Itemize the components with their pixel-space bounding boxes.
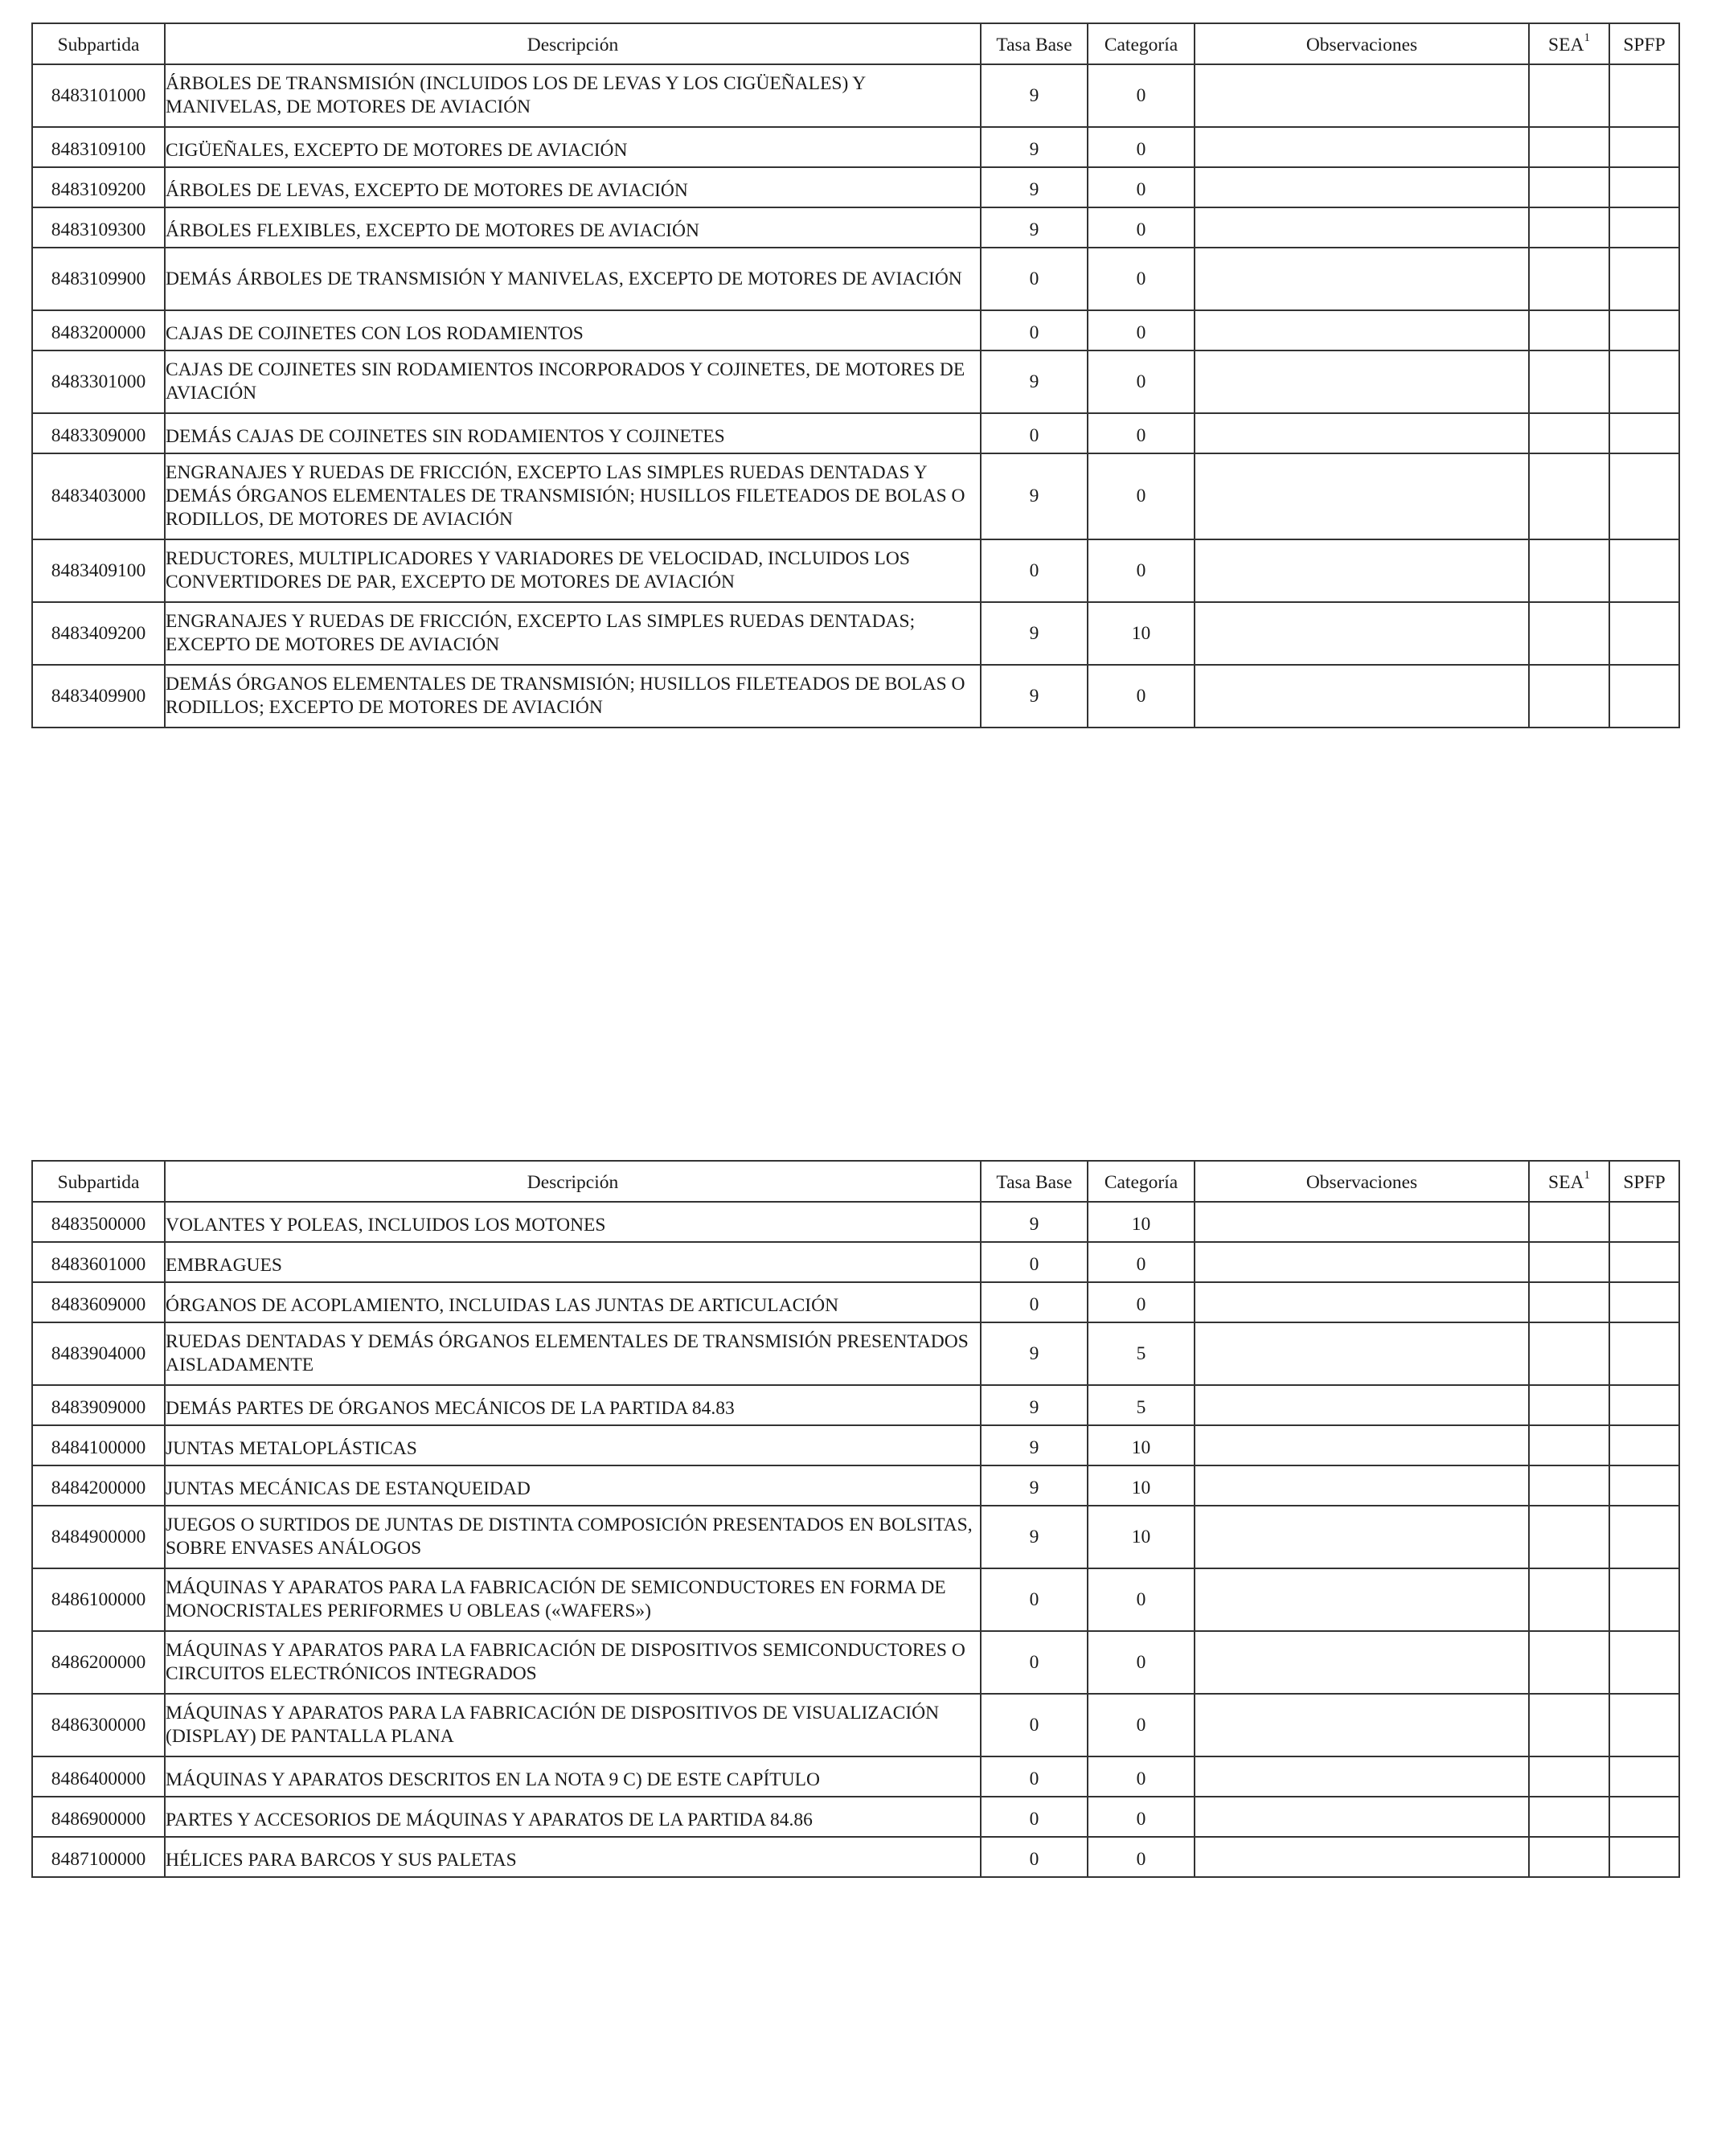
subpartida-cell: 8483409100 (32, 539, 165, 602)
subpartida-cell: 8483200000 (32, 310, 165, 350)
categoria-cell: 0 (1088, 1242, 1195, 1282)
spfp-cell (1609, 1837, 1679, 1877)
sea-cell (1529, 1756, 1609, 1797)
subpartida-cell: 8486200000 (32, 1631, 165, 1694)
tasa-base-cell: 9 (981, 64, 1088, 127)
sea-footnote-marker: 1 (1584, 1169, 1590, 1183)
categoria-cell: 5 (1088, 1385, 1195, 1425)
observaciones-cell (1195, 1631, 1529, 1694)
spfp-cell (1609, 1631, 1679, 1694)
table-row (32, 64, 1679, 127)
observaciones-cell (1195, 1506, 1529, 1568)
categoria-cell: 0 (1088, 1631, 1195, 1694)
observaciones-cell (1195, 1568, 1529, 1631)
categoria-cell: 0 (1088, 1797, 1195, 1837)
sea-cell (1529, 1506, 1609, 1568)
observaciones-cell (1195, 1465, 1529, 1506)
sea-cell (1529, 64, 1609, 127)
subpartida-cell: 8483109200 (32, 167, 165, 207)
observaciones-cell (1195, 248, 1529, 310)
sea-cell (1529, 350, 1609, 413)
observaciones-cell (1195, 665, 1529, 728)
sea-cell (1529, 167, 1609, 207)
subpartida-cell: 8487100000 (32, 1837, 165, 1877)
tasa-base-cell: 9 (981, 127, 1088, 167)
col-header-spfp: SPFP (1609, 1161, 1679, 1202)
tasa-base-cell: 9 (981, 1385, 1088, 1425)
table-row (32, 453, 1679, 539)
categoria-cell: 10 (1088, 1465, 1195, 1506)
tariff-table-2 (31, 1160, 1680, 1878)
sea-cell (1529, 539, 1609, 602)
spfp-cell (1609, 207, 1679, 248)
spfp-cell (1609, 1694, 1679, 1756)
subpartida-cell: 8483409900 (32, 665, 165, 728)
tasa-base-cell: 0 (981, 1694, 1088, 1756)
spfp-cell (1609, 1797, 1679, 1837)
observaciones-cell (1195, 1242, 1529, 1282)
subpartida-cell: 8486900000 (32, 1797, 165, 1837)
spfp-cell (1609, 1385, 1679, 1425)
col-header-descripcion: Descripción (165, 23, 981, 64)
subpartida-cell: 8483109900 (32, 248, 165, 310)
spfp-cell (1609, 1465, 1679, 1506)
col-header-categoria: Categoría (1088, 1161, 1195, 1202)
tasa-base-cell: 9 (981, 1202, 1088, 1242)
table-row (32, 1631, 1679, 1694)
observaciones-cell (1195, 1837, 1529, 1877)
descripcion-cell: CIGÜEÑALES, EXCEPTO DE MOTORES DE AVIACIÓN (165, 127, 981, 167)
spfp-cell (1609, 602, 1679, 665)
descripcion-cell: CAJAS DE COJINETES SIN RODAMIENTOS INCORPORADOS Y COJINETES, DE MOTORES DE AVIACIÓN (165, 350, 981, 413)
descripcion-cell: EMBRAGUES (165, 1242, 981, 1282)
descripcion-cell: CAJAS DE COJINETES CON LOS RODAMIENTOS (165, 310, 981, 350)
col-header-observaciones: Observaciones (1195, 23, 1529, 64)
descripcion-cell: ENGRANAJES Y RUEDAS DE FRICCIÓN, EXCEPTO LAS SIMPLES RUEDAS DENTADAS Y DEMÁS ÓRGANOS ELEMENTALES DE TRANSMISIÓN; HUSILLOS FILETEADOS DE BOLAS O RODILLOS, DE MOTORES DE AVIACIÓN (165, 453, 981, 539)
table-row (32, 310, 1679, 350)
tasa-base-cell: 0 (981, 1797, 1088, 1837)
sea-cell (1529, 1568, 1609, 1631)
descripcion-cell: ENGRANAJES Y RUEDAS DE FRICCIÓN, EXCEPTO LAS SIMPLES RUEDAS DENTADAS; EXCEPTO DE MOTORES DE AVIACIÓN (165, 602, 981, 665)
table-row (32, 1465, 1679, 1506)
spfp-cell (1609, 1568, 1679, 1631)
tasa-base-cell: 0 (981, 1837, 1088, 1877)
observaciones-cell (1195, 350, 1529, 413)
spfp-cell (1609, 64, 1679, 127)
categoria-cell: 0 (1088, 539, 1195, 602)
categoria-cell: 5 (1088, 1322, 1195, 1385)
categoria-cell: 0 (1088, 248, 1195, 310)
descripcion-cell: MÁQUINAS Y APARATOS PARA LA FABRICACIÓN DE DISPOSITIVOS DE VISUALIZACIÓN (DISPLAY) DE PANTALLA PLANA (165, 1694, 981, 1756)
observaciones-cell (1195, 1202, 1529, 1242)
table-row (32, 350, 1679, 413)
tariff-table-1 (31, 23, 1680, 728)
observaciones-cell (1195, 1425, 1529, 1465)
col-header-tasa-base: Tasa Base (981, 23, 1088, 64)
subpartida-cell: 8483109300 (32, 207, 165, 248)
descripcion-cell: DEMÁS PARTES DE ÓRGANOS MECÁNICOS DE LA PARTIDA 84.83 (165, 1385, 981, 1425)
observaciones-cell (1195, 207, 1529, 248)
categoria-cell: 10 (1088, 602, 1195, 665)
spfp-cell (1609, 248, 1679, 310)
tasa-base-cell: 0 (981, 413, 1088, 453)
categoria-cell: 0 (1088, 413, 1195, 453)
observaciones-cell (1195, 539, 1529, 602)
tasa-base-cell: 9 (981, 207, 1088, 248)
spfp-cell (1609, 1425, 1679, 1465)
descripcion-cell: JUNTAS METALOPLÁSTICAS (165, 1425, 981, 1465)
tasa-base-cell: 9 (981, 1322, 1088, 1385)
spfp-cell (1609, 1242, 1679, 1282)
table-row (32, 1797, 1679, 1837)
tasa-base-cell: 0 (981, 310, 1088, 350)
observaciones-cell (1195, 167, 1529, 207)
sea-cell (1529, 1694, 1609, 1756)
table-row (32, 1242, 1679, 1282)
spfp-cell (1609, 310, 1679, 350)
categoria-cell: 0 (1088, 1756, 1195, 1797)
descripcion-cell: VOLANTES Y POLEAS, INCLUIDOS LOS MOTONES (165, 1202, 981, 1242)
subpartida-cell: 8483909000 (32, 1385, 165, 1425)
observaciones-cell (1195, 1385, 1529, 1425)
table-row (32, 1282, 1679, 1322)
tasa-base-cell: 9 (981, 1506, 1088, 1568)
sea-cell (1529, 1837, 1609, 1877)
table-row (32, 248, 1679, 310)
table-row (32, 665, 1679, 728)
col-header-categoria: Categoría (1088, 23, 1195, 64)
col-header-sea (1529, 23, 1609, 64)
table-row (32, 1837, 1679, 1877)
descripcion-cell: MÁQUINAS Y APARATOS PARA LA FABRICACIÓN DE SEMICONDUCTORES EN FORMA DE MONOCRISTALES PERIFORMES U OBLEAS («WAFERS») (165, 1568, 981, 1631)
subpartida-cell: 8483500000 (32, 1202, 165, 1242)
sea-cell (1529, 413, 1609, 453)
descripcion-cell: DEMÁS CAJAS DE COJINETES SIN RODAMIENTOS Y COJINETES (165, 413, 981, 453)
spfp-cell (1609, 539, 1679, 602)
tasa-base-cell: 0 (981, 539, 1088, 602)
tasa-base-cell: 0 (981, 1568, 1088, 1631)
observaciones-cell (1195, 127, 1529, 167)
categoria-cell: 0 (1088, 310, 1195, 350)
col-header-tasa-base: Tasa Base (981, 1161, 1088, 1202)
spfp-cell (1609, 1202, 1679, 1242)
tasa-base-cell: 9 (981, 602, 1088, 665)
subpartida-cell: 8483309000 (32, 413, 165, 453)
spfp-cell (1609, 127, 1679, 167)
col-header-descripcion: Descripción (165, 1161, 981, 1202)
table-row (32, 127, 1679, 167)
tasa-base-cell: 9 (981, 453, 1088, 539)
table-row (32, 602, 1679, 665)
sea-cell (1529, 248, 1609, 310)
col-header-sea (1529, 1161, 1609, 1202)
table-row (32, 1506, 1679, 1568)
observaciones-cell (1195, 1797, 1529, 1837)
subpartida-cell: 8483101000 (32, 64, 165, 127)
subpartida-cell: 8483109100 (32, 127, 165, 167)
categoria-cell: 0 (1088, 64, 1195, 127)
table-row (32, 207, 1679, 248)
categoria-cell: 0 (1088, 167, 1195, 207)
table-row (32, 167, 1679, 207)
header-row (32, 23, 1679, 64)
subpartida-cell: 8483904000 (32, 1322, 165, 1385)
table-row (32, 1568, 1679, 1631)
col-header-subpartida: Subpartida (32, 1161, 165, 1202)
categoria-cell: 0 (1088, 453, 1195, 539)
tasa-base-cell: 9 (981, 1425, 1088, 1465)
descripcion-cell: MÁQUINAS Y APARATOS PARA LA FABRICACIÓN DE DISPOSITIVOS SEMICONDUCTORES O CIRCUITOS ELECTRÓNICOS INTEGRADOS (165, 1631, 981, 1694)
tasa-base-cell: 9 (981, 665, 1088, 728)
tasa-base-cell: 0 (981, 1282, 1088, 1322)
categoria-cell: 10 (1088, 1506, 1195, 1568)
tasa-base-cell: 9 (981, 167, 1088, 207)
observaciones-cell (1195, 1322, 1529, 1385)
subpartida-cell: 8483609000 (32, 1282, 165, 1322)
sea-cell (1529, 1322, 1609, 1385)
col-header-spfp: SPFP (1609, 23, 1679, 64)
descripcion-cell: DEMÁS ÁRBOLES DE TRANSMISIÓN Y MANIVELAS, EXCEPTO DE MOTORES DE AVIACIÓN (165, 248, 981, 310)
categoria-cell: 0 (1088, 207, 1195, 248)
sea-label: SEA (1548, 1172, 1584, 1193)
tasa-base-cell: 0 (981, 1242, 1088, 1282)
descripcion-cell: JUNTAS MECÁNICAS DE ESTANQUEIDAD (165, 1465, 981, 1506)
spfp-cell (1609, 167, 1679, 207)
table-row (32, 539, 1679, 602)
categoria-cell: 10 (1088, 1425, 1195, 1465)
table-row (32, 1202, 1679, 1242)
table-row (32, 1694, 1679, 1756)
observaciones-cell (1195, 413, 1529, 453)
table-row (32, 1385, 1679, 1425)
tasa-base-cell: 0 (981, 1756, 1088, 1797)
sea-footnote-marker: 1 (1584, 31, 1590, 45)
categoria-cell: 0 (1088, 665, 1195, 728)
tasa-base-cell: 9 (981, 350, 1088, 413)
sea-cell (1529, 1465, 1609, 1506)
subpartida-cell: 8483601000 (32, 1242, 165, 1282)
spfp-cell (1609, 1756, 1679, 1797)
tasa-base-cell: 0 (981, 248, 1088, 310)
spfp-cell (1609, 1322, 1679, 1385)
subpartida-cell: 8483301000 (32, 350, 165, 413)
subpartida-cell: 8486300000 (32, 1694, 165, 1756)
table-row (32, 1756, 1679, 1797)
descripcion-cell: JUEGOS O SURTIDOS DE JUNTAS DE DISTINTA COMPOSICIÓN PRESENTADOS EN BOLSITAS, SOBRE ENVASES ANÁLOGOS (165, 1506, 981, 1568)
descripcion-cell: ÁRBOLES DE TRANSMISIÓN (INCLUIDOS LOS DE LEVAS Y LOS CIGÜEÑALES) Y MANIVELAS, DE MOTORES DE AVIACIÓN (165, 64, 981, 127)
spfp-cell (1609, 1282, 1679, 1322)
sea-cell (1529, 1282, 1609, 1322)
sea-cell (1529, 127, 1609, 167)
sea-label: SEA (1548, 35, 1584, 55)
subpartida-cell: 8484900000 (32, 1506, 165, 1568)
observaciones-cell (1195, 1282, 1529, 1322)
sea-cell (1529, 665, 1609, 728)
table-row (32, 1425, 1679, 1465)
observaciones-cell (1195, 602, 1529, 665)
categoria-cell: 0 (1088, 1694, 1195, 1756)
spfp-cell (1609, 665, 1679, 728)
observaciones-cell (1195, 453, 1529, 539)
sea-cell (1529, 310, 1609, 350)
descripcion-cell: RUEDAS DENTADAS Y DEMÁS ÓRGANOS ELEMENTALES DE TRANSMISIÓN PRESENTADOS AISLADAMENTE (165, 1322, 981, 1385)
descripcion-cell: MÁQUINAS Y APARATOS DESCRITOS EN LA NOTA 9 C) DE ESTE CAPÍTULO (165, 1756, 981, 1797)
observaciones-cell (1195, 64, 1529, 127)
table-row (32, 413, 1679, 453)
descripcion-cell: PARTES Y ACCESORIOS DE MÁQUINAS Y APARATOS DE LA PARTIDA 84.86 (165, 1797, 981, 1837)
descripcion-cell: ÁRBOLES FLEXIBLES, EXCEPTO DE MOTORES DE AVIACIÓN (165, 207, 981, 248)
spfp-cell (1609, 1506, 1679, 1568)
observaciones-cell (1195, 1694, 1529, 1756)
table-row (32, 1322, 1679, 1385)
tasa-base-cell: 9 (981, 1465, 1088, 1506)
sea-cell (1529, 1425, 1609, 1465)
observaciones-cell (1195, 310, 1529, 350)
sea-cell (1529, 602, 1609, 665)
subpartida-cell: 8483403000 (32, 453, 165, 539)
descripcion-cell: DEMÁS ÓRGANOS ELEMENTALES DE TRANSMISIÓN; HUSILLOS FILETEADOS DE BOLAS O RODILLOS; EXCEPTO DE MOTORES DE AVIACIÓN (165, 665, 981, 728)
spfp-cell (1609, 350, 1679, 413)
sea-cell (1529, 1631, 1609, 1694)
categoria-cell: 0 (1088, 1837, 1195, 1877)
sea-cell (1529, 1385, 1609, 1425)
subpartida-cell: 8484100000 (32, 1425, 165, 1465)
categoria-cell: 0 (1088, 350, 1195, 413)
subpartida-cell: 8484200000 (32, 1465, 165, 1506)
tasa-base-cell: 0 (981, 1631, 1088, 1694)
categoria-cell: 0 (1088, 1568, 1195, 1631)
subpartida-cell: 8486100000 (32, 1568, 165, 1631)
categoria-cell: 0 (1088, 127, 1195, 167)
subpartida-cell: 8483409200 (32, 602, 165, 665)
spfp-cell (1609, 453, 1679, 539)
header-row (32, 1161, 1679, 1202)
sea-cell (1529, 1242, 1609, 1282)
subpartida-cell: 8486400000 (32, 1756, 165, 1797)
descripcion-cell: HÉLICES PARA BARCOS Y SUS PALETAS (165, 1837, 981, 1877)
sea-cell (1529, 207, 1609, 248)
col-header-observaciones: Observaciones (1195, 1161, 1529, 1202)
descripcion-cell: REDUCTORES, MULTIPLICADORES Y VARIADORES DE VELOCIDAD, INCLUIDOS LOS CONVERTIDORES DE PAR, EXCEPTO DE MOTORES DE AVIACIÓN (165, 539, 981, 602)
sea-cell (1529, 1797, 1609, 1837)
spfp-cell (1609, 413, 1679, 453)
sea-cell (1529, 453, 1609, 539)
categoria-cell: 0 (1088, 1282, 1195, 1322)
observaciones-cell (1195, 1756, 1529, 1797)
categoria-cell: 10 (1088, 1202, 1195, 1242)
descripcion-cell: ÁRBOLES DE LEVAS, EXCEPTO DE MOTORES DE AVIACIÓN (165, 167, 981, 207)
sea-cell (1529, 1202, 1609, 1242)
descripcion-cell: ÓRGANOS DE ACOPLAMIENTO, INCLUIDAS LAS JUNTAS DE ARTICULACIÓN (165, 1282, 981, 1322)
col-header-subpartida: Subpartida (32, 23, 165, 64)
